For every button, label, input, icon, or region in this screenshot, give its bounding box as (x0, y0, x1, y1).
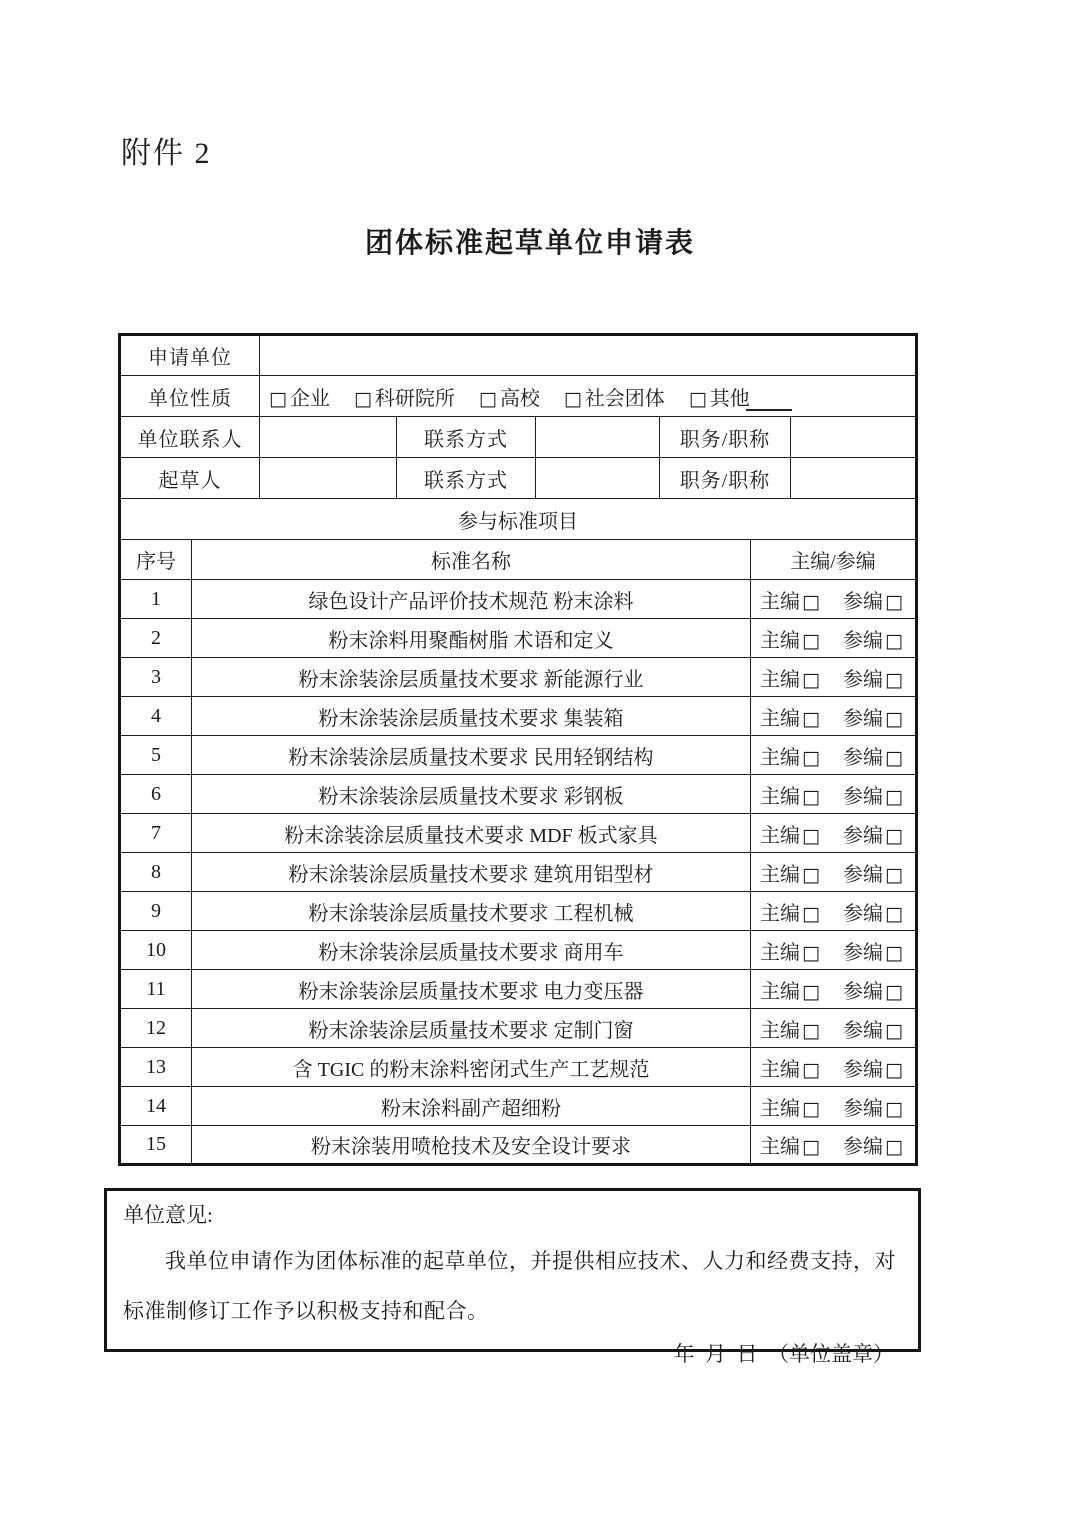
standard-name: 粉末涂装涂层质量技术要求 电力变压器 (192, 970, 751, 1009)
nature-option-label: 企业 (289, 387, 330, 410)
checkbox-icon: □ (802, 590, 820, 613)
role-main-option (760, 591, 820, 613)
standard-row (120, 1048, 917, 1087)
unit-opinion-label: 单位意见: (123, 1203, 213, 1227)
checkbox-icon: □ (802, 980, 820, 1003)
role-main-option (760, 669, 820, 691)
standard-name: 粉末涂装涂层质量技术要求 定制门窗 (192, 1009, 751, 1048)
checkbox-icon: □ (802, 941, 820, 964)
projects-section-title: 参与标准项目 (120, 499, 917, 540)
standard-no: 8 (120, 853, 192, 892)
role-selection-cell (751, 697, 917, 736)
nature-option-social-group (564, 388, 665, 410)
standard-name: 粉末涂装涂层质量技术要求 集装箱 (192, 697, 751, 736)
unit-contact-method-field (536, 417, 660, 458)
role-main-label: 主编 (760, 1136, 800, 1158)
role-part-label: 参编 (842, 668, 883, 691)
role-selection-cell (751, 814, 917, 853)
standard-row (120, 736, 917, 775)
role-selection-cell (751, 1048, 917, 1087)
role-part-label: 参编 (842, 1019, 883, 1042)
role-part-option (843, 669, 903, 691)
role-main-option (760, 747, 820, 769)
checkbox-icon: □ (802, 785, 820, 808)
standard-name: 含 TGIC 的粉末涂料密闭式生产工艺规范 (192, 1048, 751, 1087)
contact-method-label: 联系方式 (397, 458, 536, 499)
checkbox-icon: □ (802, 668, 820, 691)
role-part-label: 参编 (842, 902, 883, 925)
checkbox-icon: □ (884, 707, 903, 730)
role-main-label: 主编 (760, 746, 800, 769)
applicant-unit-field (260, 335, 917, 376)
standard-row (120, 658, 917, 697)
role-part-label: 参编 (842, 1058, 883, 1081)
attachment-label: 附件 2 (121, 137, 212, 170)
standard-no: 11 (120, 970, 192, 1009)
checkbox-icon: □ (884, 1097, 903, 1120)
column-header-role: 主编/参编 (751, 540, 917, 580)
projects-header-row (120, 540, 917, 580)
checkbox-icon: □ (884, 746, 903, 769)
unit-contact-row (120, 417, 917, 458)
role-part-label: 参编 (842, 629, 883, 652)
column-header-no: 序号 (120, 540, 192, 580)
standard-name: 粉末涂装涂层质量技术要求 彩钢板 (192, 775, 751, 814)
checkbox-icon: □ (353, 387, 372, 410)
standard-no: 1 (120, 580, 192, 619)
role-main-option (760, 825, 820, 847)
role-part-label: 参编 (842, 824, 883, 847)
role-part-option (843, 1020, 903, 1042)
role-part-label: 参编 (842, 707, 883, 730)
unit-nature-row (120, 376, 917, 417)
standard-no: 4 (120, 697, 192, 736)
role-selection-cell (751, 1087, 917, 1126)
standard-no: 15 (120, 1126, 192, 1165)
standard-no: 13 (120, 1048, 192, 1087)
standard-row (120, 1009, 917, 1048)
checkbox-icon: □ (884, 902, 903, 925)
role-main-option (760, 708, 820, 730)
date-and-seal-line: 年 月 日 （单位盖章） (673, 1342, 894, 1366)
standard-row (120, 814, 917, 853)
applicant-unit-label: 申请单位 (120, 335, 260, 376)
role-selection-cell (751, 892, 917, 931)
checkbox-icon: □ (802, 746, 820, 769)
standard-name: 绿色设计产品评价技术规范 粉末涂料 (192, 580, 751, 619)
standard-no: 10 (120, 931, 192, 970)
role-main-option (760, 1059, 820, 1081)
standard-name: 粉末涂装涂层质量技术要求 MDF 板式家具 (192, 814, 751, 853)
contact-method-label: 联系方式 (397, 417, 536, 458)
standard-row (120, 931, 917, 970)
checkbox-icon: □ (884, 590, 903, 613)
checkbox-icon: □ (884, 824, 903, 847)
role-main-label: 主编 (760, 629, 800, 652)
nature-option-other (689, 388, 792, 410)
nature-option-label: 其他 (709, 387, 750, 410)
nature-option-university (479, 388, 540, 410)
standard-no: 14 (120, 1087, 192, 1126)
role-selection-cell (751, 1009, 917, 1048)
checkbox-icon: □ (802, 1097, 820, 1120)
standard-row (120, 697, 917, 736)
role-part-label: 参编 (842, 980, 883, 1003)
checkbox-icon: □ (884, 668, 903, 691)
role-main-label: 主编 (760, 668, 800, 691)
role-part-option (843, 942, 903, 964)
role-main-option (760, 903, 820, 925)
unit-contact-label: 单位联系人 (120, 417, 260, 458)
standard-name: 粉末涂装涂层质量技术要求 工程机械 (192, 892, 751, 931)
checkbox-icon: □ (884, 1058, 903, 1081)
role-main-option (760, 1136, 820, 1158)
fill-in-blank-line (746, 387, 792, 411)
drafter-method-field (536, 458, 660, 499)
role-main-label: 主编 (760, 863, 800, 886)
unit-nature-options (260, 376, 917, 417)
role-main-label: 主编 (760, 902, 800, 925)
standard-no: 2 (120, 619, 192, 658)
role-part-label: 参编 (842, 590, 883, 613)
standard-name: 粉末涂装涂层质量技术要求 新能源行业 (192, 658, 751, 697)
checkbox-icon: □ (884, 1019, 903, 1042)
checkbox-icon: □ (884, 785, 903, 808)
checkbox-icon: □ (884, 1136, 903, 1158)
checkbox-icon: □ (802, 1058, 820, 1081)
standard-row (120, 1126, 917, 1165)
standard-no: 7 (120, 814, 192, 853)
standard-row (120, 853, 917, 892)
standard-row (120, 970, 917, 1009)
nature-option-enterprise (269, 388, 330, 410)
role-part-option (843, 981, 903, 1003)
role-part-option (843, 747, 903, 769)
role-part-option (843, 1136, 903, 1158)
role-main-label: 主编 (760, 824, 800, 847)
role-part-option (843, 786, 903, 808)
drafter-row (120, 458, 917, 499)
role-part-label: 参编 (842, 941, 883, 964)
drafter-label: 起草人 (120, 458, 260, 499)
role-part-label: 参编 (842, 1136, 883, 1158)
role-selection-cell (751, 580, 917, 619)
unit-contact-position-field (791, 417, 917, 458)
role-main-option (760, 630, 820, 652)
role-main-label: 主编 (760, 980, 800, 1003)
checkbox-icon: □ (802, 824, 820, 847)
checkbox-icon: □ (802, 863, 820, 886)
position-title-label: 职务/职称 (660, 417, 791, 458)
role-main-label: 主编 (760, 941, 800, 964)
role-part-option (843, 1098, 903, 1120)
role-selection-cell (751, 931, 917, 970)
standard-row (120, 775, 917, 814)
unit-nature-label: 单位性质 (120, 376, 260, 417)
role-part-option (843, 864, 903, 886)
role-part-label: 参编 (842, 746, 883, 769)
role-selection-cell (751, 619, 917, 658)
checkbox-icon: □ (884, 629, 903, 652)
role-part-option (843, 825, 903, 847)
nature-option-research-institute (354, 388, 455, 410)
role-part-label: 参编 (842, 1097, 883, 1120)
role-part-option (843, 1059, 903, 1081)
checkbox-icon: □ (478, 387, 497, 410)
checkbox-icon: □ (269, 387, 287, 410)
drafter-position-field (791, 458, 917, 499)
standard-no: 5 (120, 736, 192, 775)
role-main-label: 主编 (760, 1097, 800, 1120)
checkbox-icon: □ (884, 941, 903, 964)
column-header-name: 标准名称 (192, 540, 751, 580)
role-main-label: 主编 (760, 1019, 800, 1042)
checkbox-icon: □ (802, 1136, 820, 1158)
role-main-option (760, 942, 820, 964)
standard-no: 9 (120, 892, 192, 931)
role-part-option (843, 708, 903, 730)
role-main-label: 主编 (760, 590, 800, 613)
standard-row (120, 619, 917, 658)
role-part-label: 参编 (842, 785, 883, 808)
role-main-label: 主编 (760, 1058, 800, 1081)
checkbox-icon: □ (802, 629, 820, 652)
role-part-option (843, 903, 903, 925)
role-main-option (760, 981, 820, 1003)
standard-name: 粉末涂料用聚酯树脂 术语和定义 (192, 619, 751, 658)
drafter-name-field (260, 458, 397, 499)
role-selection-cell (751, 736, 917, 775)
applicant-unit-row (120, 335, 917, 376)
standard-no: 3 (120, 658, 192, 697)
standard-name: 粉末涂料副产超细粉 (192, 1087, 751, 1126)
role-selection-cell (751, 658, 917, 697)
role-selection-cell (751, 853, 917, 892)
position-title-label: 职务/职称 (660, 458, 791, 499)
page-title: 团体标准起草单位申请表 (364, 227, 695, 258)
projects-section-row (120, 499, 917, 540)
role-main-option (760, 864, 820, 886)
unit-contact-name-field (260, 417, 397, 458)
unit-opinion-statement: 我单位申请作为团体标准的起草单位，并提供相应技术、人力和经费支持，对标准制修订工作予以积极支持和配合。 (123, 1249, 896, 1323)
nature-option-label: 社会团体 (584, 387, 665, 410)
standard-name: 粉末涂装用喷枪技术及安全设计要求 (192, 1126, 751, 1165)
nature-option-label: 科研院所 (374, 387, 455, 410)
standard-no: 12 (120, 1009, 192, 1048)
standard-row (120, 1087, 917, 1126)
checkbox-icon: □ (884, 863, 903, 886)
role-part-option (843, 591, 903, 613)
standard-name: 粉末涂装涂层质量技术要求 商用车 (192, 931, 751, 970)
role-selection-cell (751, 775, 917, 814)
standard-no: 6 (120, 775, 192, 814)
checkbox-icon: □ (802, 707, 820, 730)
role-selection-cell (751, 1126, 917, 1165)
checkbox-icon: □ (802, 1019, 820, 1042)
role-main-label: 主编 (760, 707, 800, 730)
role-main-option (760, 1020, 820, 1042)
role-part-label: 参编 (842, 863, 883, 886)
checkbox-icon: □ (884, 980, 903, 1003)
role-main-label: 主编 (760, 785, 800, 808)
checkbox-icon: □ (563, 387, 582, 410)
unit-opinion-section (104, 1188, 921, 1366)
role-main-option (760, 1098, 820, 1120)
nature-option-label: 高校 (499, 387, 540, 410)
standard-row (120, 580, 917, 619)
role-part-option (843, 630, 903, 652)
standard-name: 粉末涂装涂层质量技术要求 建筑用铝型材 (192, 853, 751, 892)
role-main-option (760, 786, 820, 808)
standard-row (120, 892, 917, 931)
standard-name: 粉末涂装涂层质量技术要求 民用轻钢结构 (192, 736, 751, 775)
application-form-table (118, 333, 918, 1166)
checkbox-icon: □ (802, 902, 820, 925)
role-selection-cell (751, 970, 917, 1009)
checkbox-icon: □ (688, 387, 707, 410)
